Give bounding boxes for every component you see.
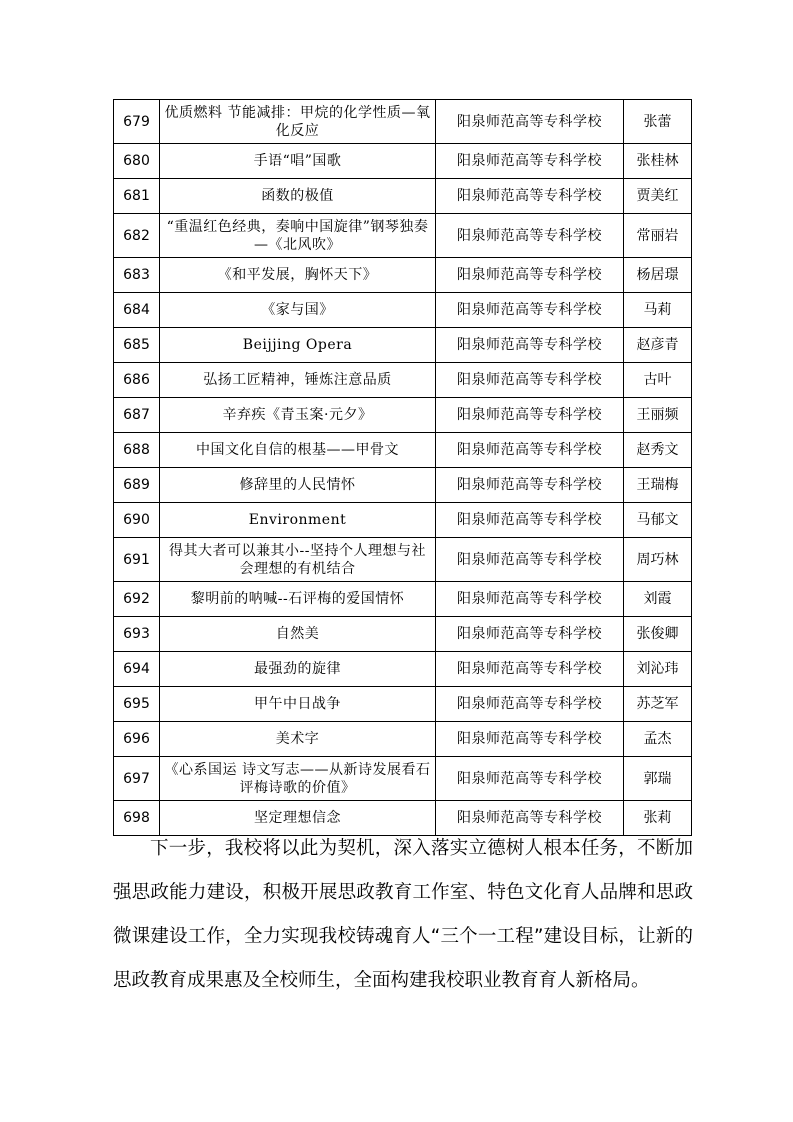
row-school: 阳泉师范高等专科学校	[436, 652, 624, 687]
row-title: 函数的极值	[160, 179, 436, 214]
row-name: 马郁文	[624, 503, 692, 538]
row-number: 683	[114, 258, 160, 293]
row-school: 阳泉师范高等专科学校	[436, 503, 624, 538]
table-row	[114, 258, 692, 293]
row-number: 681	[114, 179, 160, 214]
row-title: 弘扬工匠精神，锤炼注意品质	[160, 363, 436, 398]
row-name: 常丽岩	[624, 214, 692, 258]
row-number: 689	[114, 468, 160, 503]
row-name: 王丽频	[624, 398, 692, 433]
row-title: 坚定理想信念	[160, 801, 436, 836]
row-title: 得其大者可以兼其小--坚持个人理想与社会理想的有机结合	[160, 538, 436, 582]
closing-paragraph	[113, 827, 693, 1003]
row-title: 最强劲的旋律	[160, 652, 436, 687]
table-row	[114, 687, 692, 722]
row-school: 阳泉师范高等专科学校	[436, 617, 624, 652]
row-number: 685	[114, 328, 160, 363]
table-row	[114, 144, 692, 179]
row-number: 696	[114, 722, 160, 757]
row-number: 690	[114, 503, 160, 538]
row-title: 自然美	[160, 617, 436, 652]
row-name: 张桂林	[624, 144, 692, 179]
row-name: 郭瑞	[624, 757, 692, 801]
row-school: 阳泉师范高等专科学校	[436, 258, 624, 293]
table-row	[114, 652, 692, 687]
row-number: 694	[114, 652, 160, 687]
row-title: 《心系国运 诗文写志——从新诗发展看石评梅诗歌的价值》	[160, 757, 436, 801]
row-name: 苏芝军	[624, 687, 692, 722]
table-row	[114, 582, 692, 617]
table-row	[114, 468, 692, 503]
row-name: 张蕾	[624, 100, 692, 144]
row-number: 697	[114, 757, 160, 801]
row-name: 周巧林	[624, 538, 692, 582]
row-school: 阳泉师范高等专科学校	[436, 214, 624, 258]
table-row	[114, 503, 692, 538]
row-title: 辛弃疾《青玉案·元夕》	[160, 398, 436, 433]
row-school: 阳泉师范高等专科学校	[436, 398, 624, 433]
row-name: 刘霞	[624, 582, 692, 617]
table-row	[114, 179, 692, 214]
row-name: 刘沁玮	[624, 652, 692, 687]
row-name: 赵秀文	[624, 433, 692, 468]
row-title: 《和平发展，胸怀天下》	[160, 258, 436, 293]
row-title: 黎明前的呐喊--石评梅的爱国情怀	[160, 582, 436, 617]
table-row	[114, 214, 692, 258]
row-name: 古叶	[624, 363, 692, 398]
table-row	[114, 617, 692, 652]
row-number: 688	[114, 433, 160, 468]
row-title: 优质燃料 节能减排：甲烷的化学性质—氧化反应	[160, 100, 436, 144]
row-school: 阳泉师范高等专科学校	[436, 538, 624, 582]
row-title: Beijjing Opera	[160, 328, 436, 363]
table-row	[114, 722, 692, 757]
row-name: 孟杰	[624, 722, 692, 757]
row-number: 692	[114, 582, 160, 617]
row-school: 阳泉师范高等专科学校	[436, 179, 624, 214]
table-row	[114, 293, 692, 328]
row-title: 甲午中日战争	[160, 687, 436, 722]
row-name: 马莉	[624, 293, 692, 328]
row-name: 赵彦青	[624, 328, 692, 363]
row-title: 《家与国》	[160, 293, 436, 328]
row-name: 贾美红	[624, 179, 692, 214]
row-number: 686	[114, 363, 160, 398]
row-number: 684	[114, 293, 160, 328]
row-school: 阳泉师范高等专科学校	[436, 722, 624, 757]
table-row	[114, 100, 692, 144]
row-name: 张莉	[624, 801, 692, 836]
row-school: 阳泉师范高等专科学校	[436, 468, 624, 503]
row-school: 阳泉师范高等专科学校	[436, 363, 624, 398]
row-title: 手语“唱”国歌	[160, 144, 436, 179]
row-school: 阳泉师范高等专科学校	[436, 293, 624, 328]
row-title: “重温红色经典，奏响中国旋律”钢琴独奏—《北风吹》	[160, 214, 436, 258]
table-row	[114, 363, 692, 398]
row-school: 阳泉师范高等专科学校	[436, 433, 624, 468]
table-row	[114, 538, 692, 582]
row-number: 691	[114, 538, 160, 582]
row-number: 680	[114, 144, 160, 179]
row-number: 693	[114, 617, 160, 652]
award-table	[113, 99, 692, 836]
row-number: 695	[114, 687, 160, 722]
row-name: 王瑞梅	[624, 468, 692, 503]
row-title: 中国文化自信的根基——甲骨文	[160, 433, 436, 468]
row-school: 阳泉师范高等专科学校	[436, 801, 624, 836]
row-school: 阳泉师范高等专科学校	[436, 328, 624, 363]
row-number: 698	[114, 801, 160, 836]
row-school: 阳泉师范高等专科学校	[436, 687, 624, 722]
row-number: 679	[114, 100, 160, 144]
row-number: 687	[114, 398, 160, 433]
row-school: 阳泉师范高等专科学校	[436, 582, 624, 617]
award-table-body	[114, 100, 692, 836]
table-row	[114, 328, 692, 363]
row-title: Environment	[160, 503, 436, 538]
table-row	[114, 433, 692, 468]
table-row	[114, 398, 692, 433]
row-school: 阳泉师范高等专科学校	[436, 100, 624, 144]
row-name: 杨居璟	[624, 258, 692, 293]
row-title: 美术字	[160, 722, 436, 757]
closing-paragraph-text: 下一步，我校将以此为契机，深入落实立德树人根本任务，不断加强思政能力建设，积极开展思政教育工作室、特色文化育人品牌和思政微课建设工作，全力实现我校铸魂育人“三个一工程”建设目标，让新的思政教育成果惠及全校师生，全面构建我校职业教育育人新格局。	[113, 838, 693, 991]
row-name: 张俊卿	[624, 617, 692, 652]
row-title: 修辞里的人民情怀	[160, 468, 436, 503]
row-number: 682	[114, 214, 160, 258]
row-school: 阳泉师范高等专科学校	[436, 144, 624, 179]
table-row	[114, 757, 692, 801]
row-school: 阳泉师范高等专科学校	[436, 757, 624, 801]
